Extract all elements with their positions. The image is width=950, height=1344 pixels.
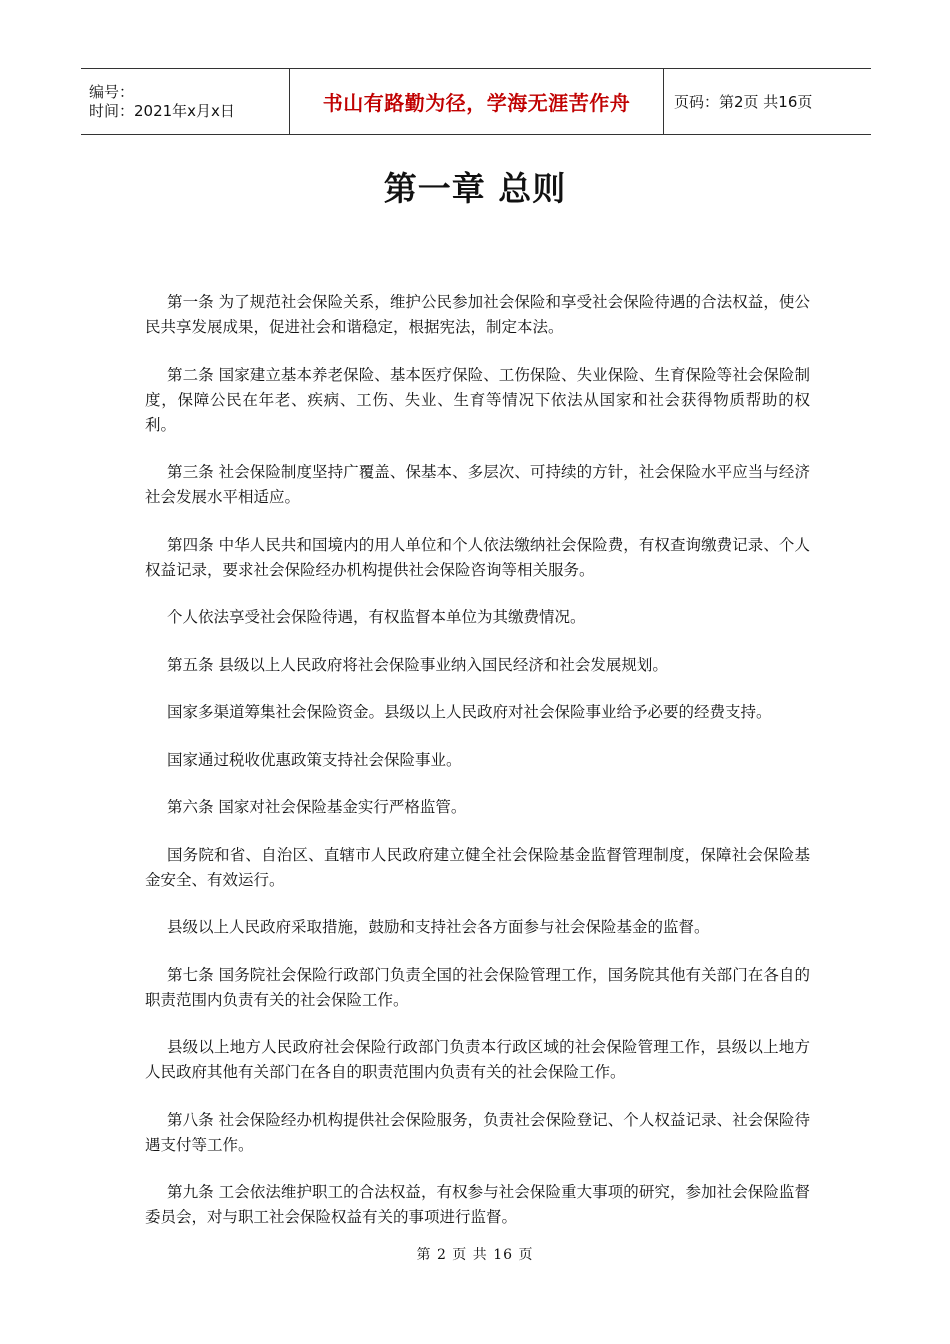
- paragraph: 第五条 县级以上人民政府将社会保险事业纳入国民经济和社会发展规划。: [167, 655, 668, 674]
- paragraph: 个人依法享受社会保险待遇，有权监督本单位为其缴费情况。: [167, 608, 586, 626]
- page-info: 页码：第2页 共16页: [674, 93, 813, 111]
- paragraph: 县级以上人民政府采取措施，鼓励和支持社会各方面参与社会保险基金的监督。: [167, 918, 710, 936]
- paragraph: 县级以上地方人民政府社会保险行政部门负责本行政区域的社会保险管理工作，县级以上地方人民政府其他有关部门在各自的职责范围内负责有关的社会保险工作。: [145, 1038, 810, 1081]
- article-body: [145, 290, 810, 1253]
- header-info-cell: [81, 69, 290, 135]
- paragraph: 国家多渠道筹集社会保险资金。县级以上人民政府对社会保险事业给予必要的经费支持。: [167, 703, 772, 721]
- paragraph: 第七条 国务院社会保险行政部门负责全国的社会保险管理工作，国务院其他有关部门在各自的职责范围内负责有关的社会保险工作。: [145, 965, 810, 1009]
- paragraph: 第四条 中华人民共和国境内的用人单位和个人依法缴纳社会保险费，有权查询缴费记录、个人权益记录，要求社会保险经办机构提供社会保险咨询等相关服务。: [145, 535, 810, 579]
- chapter-title: 第一章 总则: [383, 169, 567, 208]
- number-label: 编号：: [89, 82, 135, 101]
- paragraph: 第一条 为了规范社会保险关系，维护公民参加社会保险和享受社会保险待遇的合法权益，使公民共享发展成果，促进社会和谐稳定，根据宪法，制定本法。: [145, 293, 810, 336]
- paragraph: 第八条 社会保险经办机构提供社会保险服务，负责社会保险登记、个人权益记录、社会保险待遇支付等工作。: [145, 1110, 810, 1154]
- paragraph: 第二条 国家建立基本养老保险、基本医疗保险、工伤保险、失业保险、生育保险等社会保险制度，保障公民在年老、疾病、工伤、失业、生育等情况下依法从国家和社会获得物质帮助的权利。: [145, 365, 810, 434]
- time-label: 时间：2021年x月x日: [89, 101, 235, 120]
- paragraph: 第九条 工会依法维护职工的合法权益，有权参与社会保险重大事项的研究，参加社会保险监督委员会，对与职工社会保险权益有关的事项进行监督。: [145, 1183, 810, 1226]
- page-footer: 第 2 页 共 16 页: [416, 1247, 534, 1263]
- paragraph: 国家通过税收优惠政策支持社会保险事业。: [167, 750, 462, 769]
- paragraph: 第三条 社会保险制度坚持广覆盖、保基本、多层次、可持续的方针，社会保险水平应当与经济社会发展水平相适应。: [145, 463, 810, 506]
- paragraph: 国务院和省、自治区、直辖市人民政府建立健全社会保险基金监督管理制度，保障社会保险基金安全、有效运行。: [145, 845, 810, 889]
- page-header: [81, 68, 871, 135]
- paragraph: 第六条 国家对社会保险基金实行严格监管。: [167, 798, 467, 816]
- motto: 书山有路勤为径，学海无涯苦作舟: [290, 69, 664, 135]
